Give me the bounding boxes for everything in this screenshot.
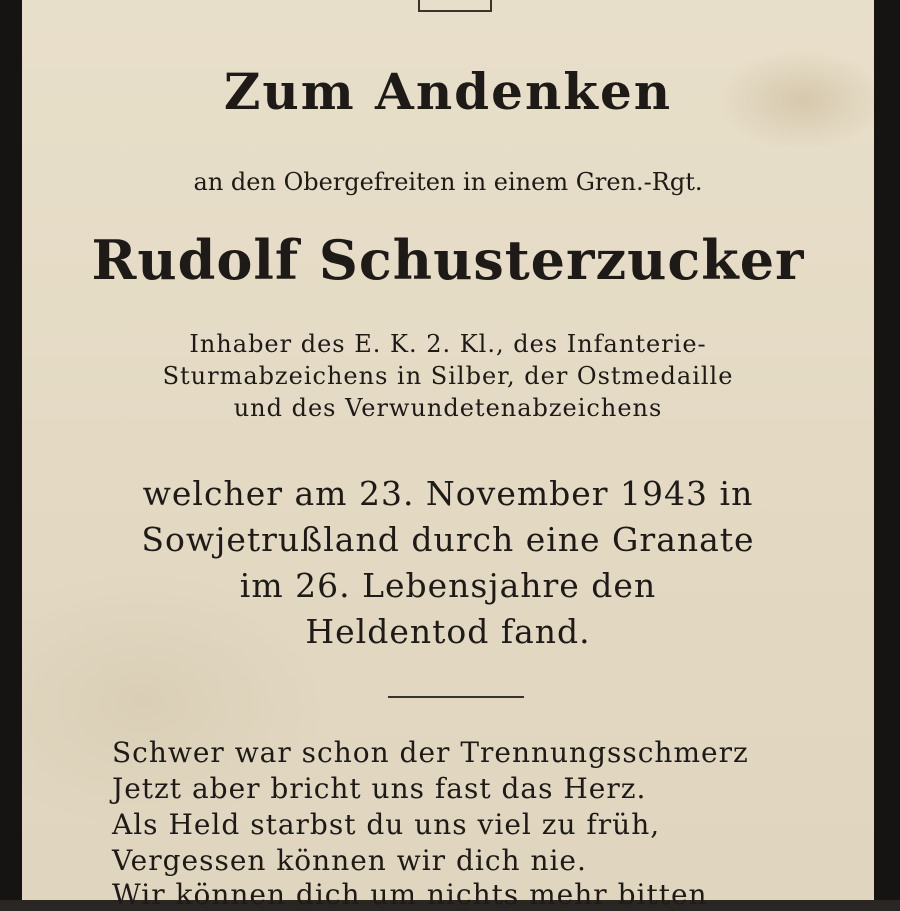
verse-line: Wir können dich um nichts mehr bitten — [112, 878, 708, 911]
honors-line: Sturmabzeichens in Silber, der Ostmedaille — [162, 362, 734, 390]
black-border-right — [874, 0, 900, 900]
rank-line: an den Obergefreiten in einem Gren.-Rgt. — [193, 168, 703, 196]
cross-ornament — [418, 0, 492, 12]
death-text-line: welcher am 23. November 1943 in — [142, 474, 754, 513]
deceased-name: Rudolf Schusterzucker — [91, 228, 805, 292]
death-text-line: Heldentod fand. — [305, 612, 591, 651]
honors-line: und des Verwundetenabzeichens — [233, 394, 663, 422]
verse-line: Als Held starbst du uns viel zu früh, — [112, 808, 661, 841]
card-title: Zum Andenken — [223, 62, 673, 121]
honors-line: Inhaber des E. K. 2. Kl., des Infanterie- — [189, 330, 707, 358]
divider-rule — [388, 696, 524, 698]
verse-line: Schwer war schon der Trennungsschmerz — [112, 736, 749, 769]
verse-line: Jetzt aber bricht uns fast das Herz. — [112, 772, 647, 805]
death-text-line: im 26. Lebensjahre den — [239, 566, 657, 605]
death-text-line: Sowjetrußland durch eine Granate — [141, 520, 755, 559]
black-border-left — [0, 0, 22, 900]
verse-line: Vergessen können wir dich nie. — [112, 844, 587, 877]
